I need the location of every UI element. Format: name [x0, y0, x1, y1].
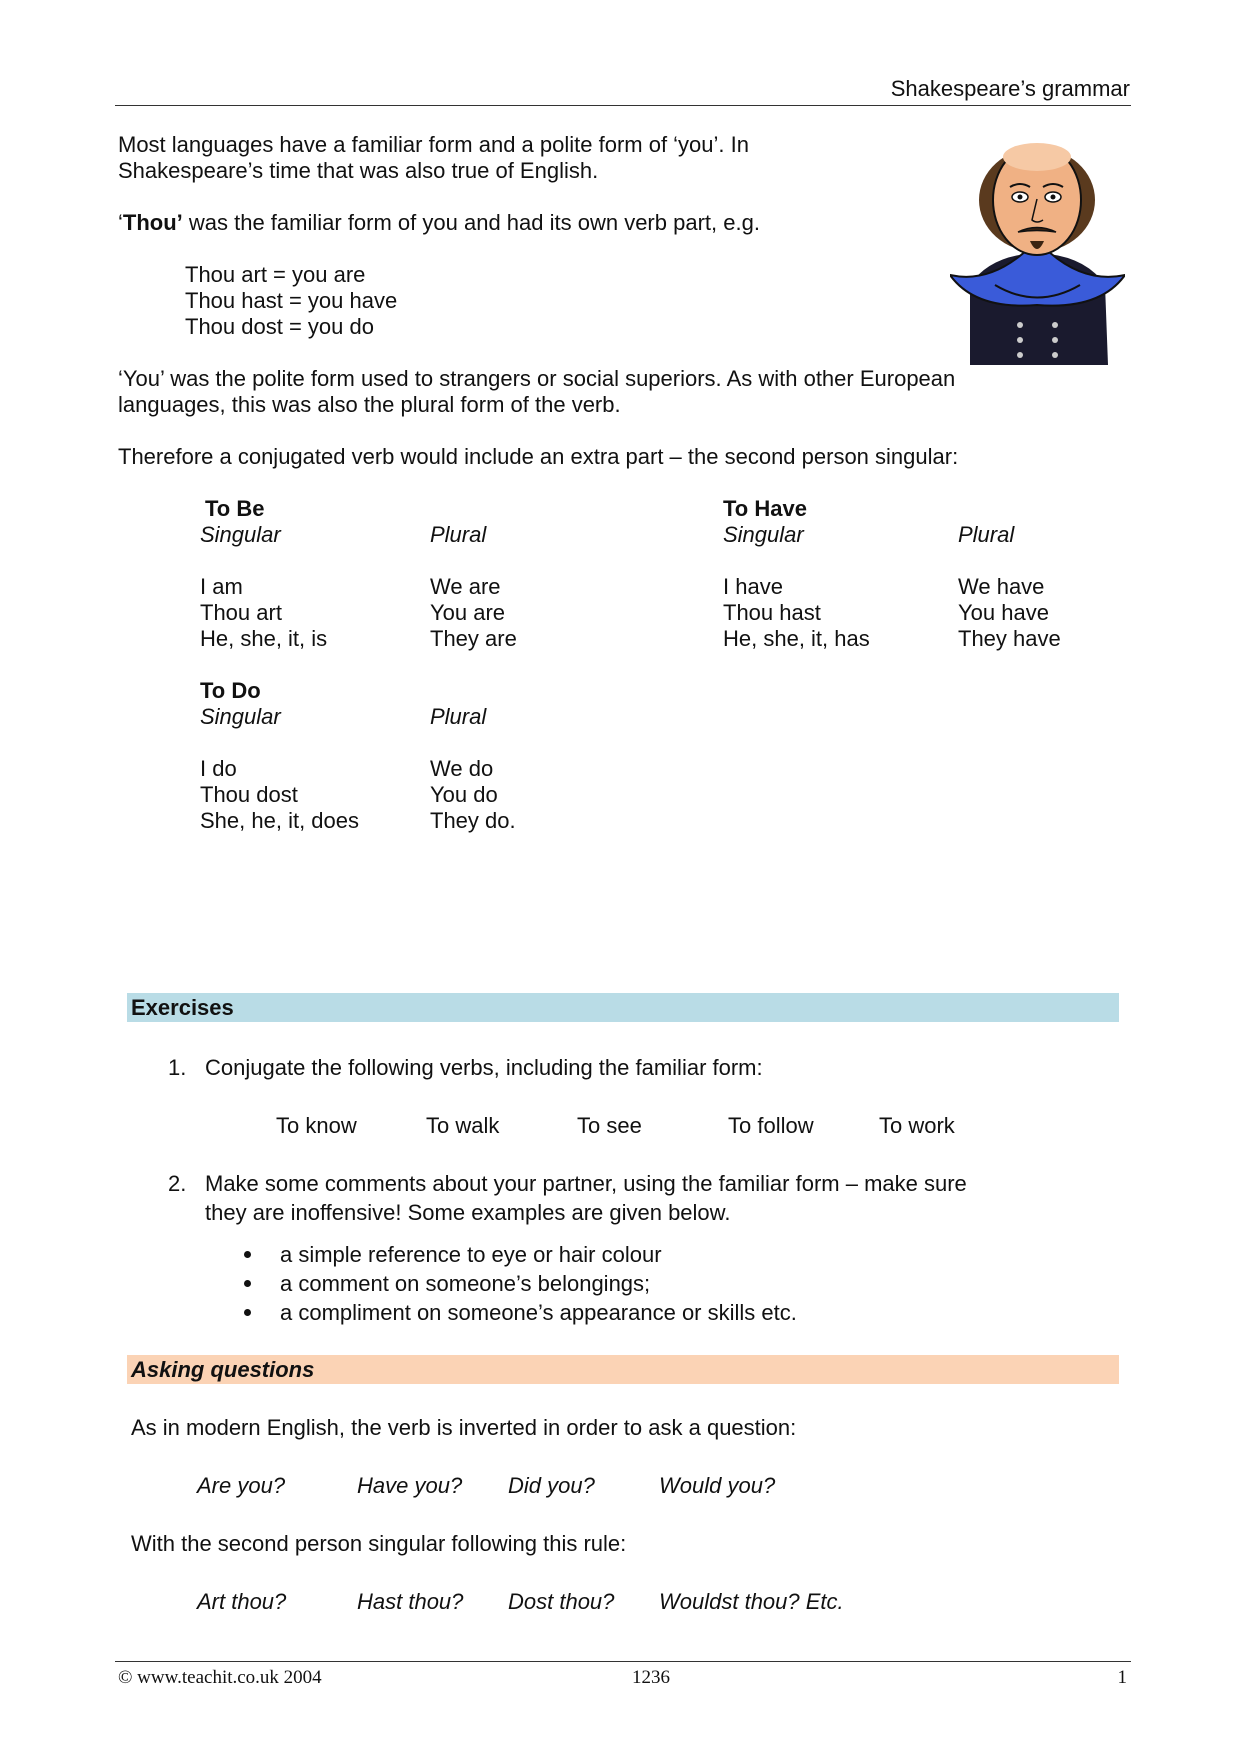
question-example-4: Would you?: [659, 1473, 776, 1498]
header-divider: [115, 105, 1131, 106]
bullet-item-3: a compliment on someone’s appearance or skills etc.: [280, 1300, 797, 1325]
verb-to-follow: To follow: [728, 1113, 814, 1138]
footer-divider: [115, 1661, 1131, 1662]
to-be-plural-label: Plural: [430, 522, 487, 547]
to-do-singular-2: Thou dost: [200, 782, 298, 807]
portrait-illustration-icon: [950, 135, 1125, 365]
exercise-1-text: Conjugate the following verbs, including the familiar form:: [205, 1055, 763, 1080]
to-have-singular-3: He, she, it, has: [723, 626, 870, 651]
to-be-plural-3: They are: [430, 626, 517, 651]
to-do-plural-label: Plural: [430, 704, 487, 729]
therefore-sentence: Therefore a conjugated verb would include an extra part – the second person singular:: [118, 444, 959, 469]
thou-question-4: Wouldst thou? Etc.: [659, 1589, 844, 1614]
verb-to-see: To see: [577, 1113, 642, 1138]
thou-question-3: Dost thou?: [508, 1589, 615, 1614]
asking-intro: As in modern English, the verb is inverted in order to ask a question:: [131, 1415, 797, 1440]
to-be-singular-label: Singular: [200, 522, 281, 547]
exercise-1-number: 1.: [168, 1055, 187, 1080]
to-do-singular-1: I do: [200, 756, 237, 781]
bullet-dot: [244, 1251, 251, 1258]
thou-open-quote: ‘: [118, 210, 123, 235]
thou-example-3: Thou dost = you do: [185, 314, 374, 339]
thou-word: Thou’: [122, 210, 183, 235]
question-example-2: Have you?: [357, 1473, 463, 1498]
bullet-item-1: a simple reference to eye or hair colour: [280, 1242, 662, 1267]
question-example-3: Did you?: [508, 1473, 595, 1498]
thou-example-1: Thou art = you are: [185, 262, 366, 287]
asking-rule: With the second person singular following this rule:: [131, 1531, 627, 1556]
bullet-item-2: a comment on someone’s belongings;: [280, 1271, 651, 1296]
to-be-singular-3: He, she, it, is: [200, 626, 328, 651]
to-do-singular-label: Singular: [200, 704, 281, 729]
to-have-singular-2: Thou hast: [723, 600, 821, 625]
to-be-singular-1: I am: [200, 574, 243, 599]
to-do-plural-3: They do.: [430, 808, 516, 833]
exercise-2-number: 2.: [168, 1171, 187, 1196]
thou-question-1: Art thou?: [197, 1589, 287, 1614]
page-header-title: Shakespeare’s grammar: [890, 76, 1130, 101]
thou-example-2: Thou hast = you have: [185, 288, 398, 313]
to-do-singular-3: She, he, it, does: [200, 808, 359, 833]
intro-line-2: Shakespeare’s time that was also true of English.: [118, 158, 599, 183]
to-have-plural-3: They have: [958, 626, 1061, 651]
you-definition-line-2: languages, this was also the plural form of the verb.: [118, 392, 621, 417]
bullet-dot: [244, 1280, 251, 1287]
to-have-plural-2: You have: [958, 600, 1049, 625]
to-have-singular-label: Singular: [723, 522, 804, 547]
shakespeare-portrait: [950, 135, 1125, 365]
to-have-title: To Have: [723, 496, 807, 521]
footer-resource-code: 1236: [632, 1667, 670, 1688]
footer-page-number: 1: [1117, 1667, 1127, 1688]
footer-copyright: © www.teachit.co.uk 2004: [118, 1667, 322, 1688]
bullet-dot: [244, 1309, 251, 1316]
verb-to-walk: To walk: [426, 1113, 500, 1138]
to-have-plural-label: Plural: [958, 522, 1015, 547]
to-have-plural-1: We have: [958, 574, 1045, 599]
thou-definition: [118, 208, 958, 237]
intro-line-1: Most languages have a familiar form and a polite form of ‘you’. In: [118, 132, 749, 157]
you-definition-line-1: ‘You’ was the polite form used to strangers or social superiors. As with other European: [118, 366, 956, 391]
to-be-plural-2: You are: [430, 600, 506, 625]
to-be-plural-1: We are: [430, 574, 501, 599]
thou-definition-text: was the familiar form of you and had its own verb part, e.g.: [182, 210, 760, 235]
to-do-title: To Do: [200, 678, 261, 703]
exercises-heading: Exercises: [131, 995, 234, 1020]
to-be-singular-2: Thou art: [200, 600, 282, 625]
verb-to-know: To know: [276, 1113, 357, 1138]
exercise-2-line-2: they are inoffensive! Some examples are given below.: [205, 1200, 731, 1225]
thou-question-2: Hast thou?: [357, 1589, 464, 1614]
question-example-1: Are you?: [197, 1473, 286, 1498]
to-have-singular-1: I have: [723, 574, 783, 599]
verb-to-work: To work: [879, 1113, 955, 1138]
to-do-plural-2: You do: [430, 782, 498, 807]
exercises-heading-band: [127, 993, 1119, 1022]
exercise-2-line-1: Make some comments about your partner, using the familiar form – make sure: [205, 1171, 967, 1196]
to-be-title: To Be: [205, 496, 265, 521]
asking-heading: Asking questions: [131, 1357, 315, 1382]
to-do-plural-1: We do: [430, 756, 494, 781]
